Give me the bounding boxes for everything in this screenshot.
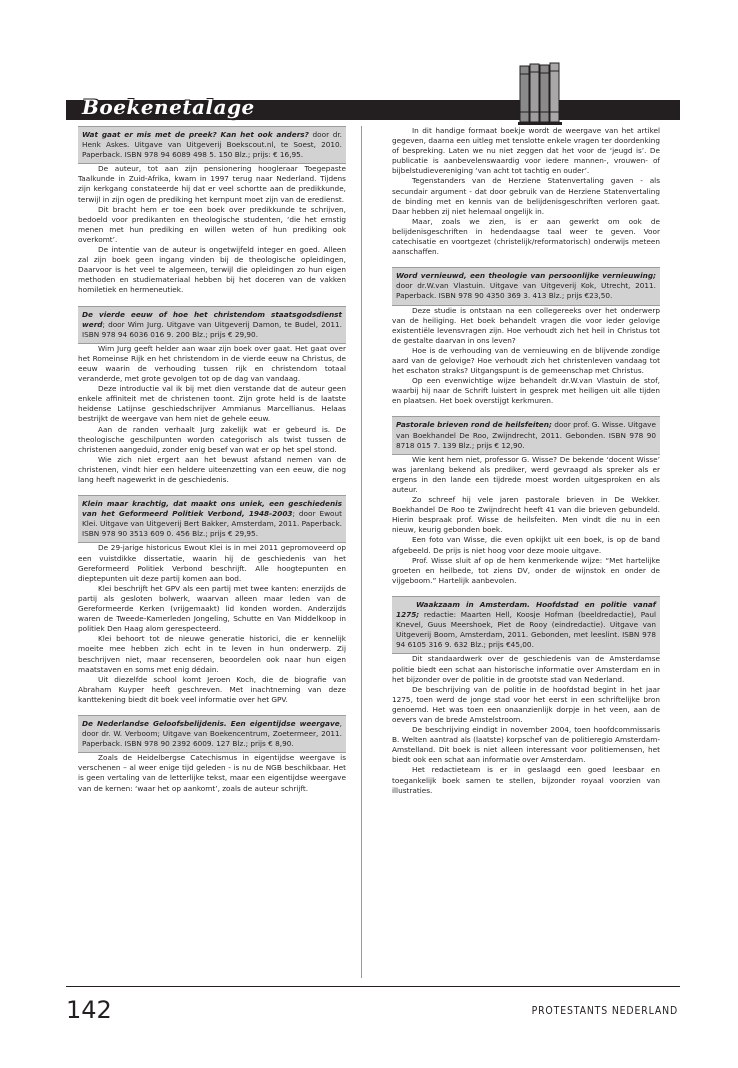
review-paragraph: Wie zich niet ergert aan het bewust afstand nemen van de christenen, vindt hier een heldere uiteenzetting van een eeuw, die nog lang heeft nagewerkt in de geschiedenis. xyxy=(78,454,346,484)
review-paragraph: Aan de randen verhaalt Jurg zakelijk wat er gebeurd is. De theologische geschilpunten worden categorisch als twist tussen de christenen aangeduid, zonder enig besef van wat er op het spel stond. xyxy=(78,424,346,454)
review-meta: door dr. Henk Askes. Uitgave van Uitgeverij Boekscout.nl, te Soest, 2010. Paperback. ISBN 978 94 6089 498 5. 150 Blz.; prijs: € 16,95. xyxy=(82,130,342,160)
review-paragraph: Dit bracht hem er toe een boek over predikkunde te schrijven, bedoeld voor predikanten en theologische studenten, ‘die het ernstig menen met hun prediking en willen weten of hun prediking ook overkomt’. xyxy=(78,204,346,244)
left-column xyxy=(78,126,346,794)
review-paragraph: Prof. Wisse sluit af op de hem kenmerkende wijze: “Met hartelijke groeten en heilbede, tot ziens DV, onder de wijnstok en onder de vijgeboom.” Hartelijk aanbevolen. xyxy=(392,555,660,585)
review-meta: door prof. G. Wisse. Uitgave van Boekhandel De Roo, Zwijndrecht, 2011. Gebonden. ISBN 978 90 8718 015 7. 139 Blz.; prijs € 12,90. xyxy=(396,420,656,450)
review-paragraph: Dit standaardwerk over de geschiedenis van de Amsterdamse politie biedt een schat aan historische informatie over Amsterdam en in het bijzonder over de politie in de grootste stad van Nederland. xyxy=(392,654,660,684)
review-heading xyxy=(78,495,346,543)
review-heading xyxy=(392,596,660,654)
review-title: Klein maar krachtig, dat maakt ons uniek, een geschiedenis van het Geformeerd Politiek Verbond, 1948-2003 xyxy=(82,499,342,519)
review-title: Waakzaam in Amsterdam. Hoofdstad en politie vanaf 1275; xyxy=(396,599,656,620)
review-paragraph: Wie kent hem niet, professor G. Wisse? De bekende ‘docent Wisse’ was jarenlang bekend als prediker, werd gevraagd als spreker als er ergens in den lande een tijdrede moest worden uitgesproken en als auteur. xyxy=(392,454,660,494)
review-paragraph: Uit diezelfde school komt Jeroen Koch, die de biografie van Abraham Kuyper heeft geschreven. Met inachtneming van deze kanttekening biedt dit boek veel informatie over het GPV. xyxy=(78,674,346,704)
review-paragraph: Wim Jurg geeft helder aan waar zijn boek over gaat. Het gaat over het Romeinse Rijk en het christendom in de vierde eeuw na Christus, de eeuw waarin de verhouding tussen rijk en christendom totaal veranderde, met grote gevolgen tot op de dag van vandaag. xyxy=(78,343,346,384)
review-heading xyxy=(78,306,346,344)
review-meta: ; door Ewout Klei. Uitgave van Uitgeverij Bert Bakker, Amsterdam, 2011. Paperback. ISBN 978 90 3513 609 0. 456 Blz.; prijs € 29,95. xyxy=(82,509,343,539)
review-title: De vierde eeuw of hoe het christendom staatsgodsdienst werd xyxy=(82,309,342,329)
review-paragraph: De 29-jarige historicus Ewout Klei is in mei 2011 gepromoveerd op een vuistdikke dissertatie, waarin hij de geschiedenis van het Gereformeerd Politiek Verbond beschrijft. Alle hoogtepunten en dieptepunten uit deze partij komen aan bod. xyxy=(78,543,346,583)
review-paragraph: Deze introductie val ik bij met dien verstande dat de auteur geen enkele affiniteit met de christenen toont. Zijn grote held is de laatste heidense Latijnse geschiedschrijver Ammianus Marcellianus. Helaas bestrijkt de weergave van hem niet de gehele eeuw. xyxy=(78,384,346,424)
review-paragraph: Op een evenwichtige wijze behandelt dr.W.van Vlastuin de stof, waarbij hij naar de Schrift luistert in gesprek met heiligen uit alle tijden en plaatsen. Het boek overstijgt kerkmuren. xyxy=(392,376,660,406)
review-paragraph: Tegenstanders van de Herziene Statenvertaling gaven - als secundair argument - dat door gebruik van de Herziene Statenvertaling de binding met en kennis van de belijdenisgeschriften verloren gaat. Daar hebben zij niet helemaal ongelijk in. xyxy=(392,176,660,216)
review-paragraph: Hoe is de verhouding van de vernieuwing en de blijvende zondige aard van de gelovige? Hoe verhoudt zich het christenleven vandaag tot het eschaton straks? Uitgangspunt is de gemeenschap met Christus. xyxy=(392,345,660,376)
review-paragraph: Zo schreef hij vele jaren pastorale brieven in De Wekker. Boekhandel De Roo te Zwijndrecht heeft 41 van die brieven gebundeld. Hierin bespraak prof. Wisse de heilsfeiten. Men vindt die nu in een nieuw, keurig gebonden boek. xyxy=(392,495,660,535)
review-paragraph: In dit handige formaat boekje wordt de weergave van het artikel gegeven, daarna een uitleg met tenslotte enkele vragen ter doordenking of bespreking. Laten we nu niet zeggen dat het voor de ‘jeugd is’. De publicatie is aanbevelenswaardig voor iedere mannen-, vrouwen- of bijbelstudievereniging ‘van acht tot tachtig en ouder’. xyxy=(392,126,660,176)
review-paragraph: Het redactieteam is er in geslaagd een goed leesbaar en toegankelijk boek samen te stellen, bijzonder royaal voorzien van illustraties. xyxy=(392,765,660,795)
review-paragraph: Zoals de Heidelbergse Catechismus in eigentijdse weergave is verschenen – al weer enige tijd geleden - is nu de NGB beschikbaar. Het is geen vertaling van de letterlijke tekst, maar een eigentijdse weergave van de kernen: ‘waar het op aankomt’, zoals de auteur schrijft. xyxy=(78,753,346,793)
review-meta: , door dr. W. Verboom; Uitgave van Boekencentrum, Zoetermeer, 2011. Paperback. ISBN 978 90 2392 6009. 127 Blz.; prijs € 8,90. xyxy=(82,718,342,749)
review-title: Pastorale brieven rond de heilsfeiten; xyxy=(396,420,552,430)
review-paragraph: Maar, zoals we zien, is er aan gewerkt om ook de belijdenisgeschriften in hedendaagse taal weer te geven. Voor catechisatie en voortgezet (christelijk/reformatorisch) onderwijs meteen aanschaffen. xyxy=(392,216,660,257)
review-meta: door dr.W.van Vlastuin. Uitgave van Uitgeverij Kok, Utrecht, 2011. Paperback. ISBN 978 90 4350 369 3. 413 Blz.; prijs €23,50. xyxy=(396,281,656,301)
review-meta: redactie: Maarten Hell, Koosje Hofman (beeldredactie), Paul Knevel, Guus Meershoek, Piet de Rooy (eindredactie). Uitgave van Uitgeverij Boom, Amsterdam, 2011. Gebonden, met leeslint. ISBN 978 94 6105 316 9. 632 Blz.; prijs €45,00. xyxy=(396,610,656,650)
page-number: 142 xyxy=(66,996,112,1024)
review-title: Wat gaat er mis met de preek? Kan het ook anders? xyxy=(82,130,309,139)
review-heading xyxy=(78,126,346,164)
magazine-name: PROTESTANTS NEDERLAND xyxy=(531,1004,678,1017)
review-paragraph: De beschrijving eindigt in november 2004, toen hoofdcommissaris B. Welten aantrad als (laatste) korpschef van de politieregio Amsterdam-Amstelland. Dit boek is niet alleen interessant voor politiemensen, het biedt ook een schat aan informatie over Amsterdam. xyxy=(392,725,660,765)
review-heading xyxy=(392,267,660,305)
column-divider xyxy=(361,126,362,978)
review-meta: ; door Wim Jurg. Uitgave van Uitgeverij Damon, te Budel, 2011. ISBN 978 94 6036 016 9. 200 Blz.; prijs € 29,90. xyxy=(82,319,342,339)
review-paragraph: De auteur, tot aan zijn pensionering hoogleraar Toegepaste Taalkunde in Zuid-Afrika, kwam in 1997 terug naar Nederland. Tijdens zijn kerkgang constateerde hij dat er veel schortte aan de predikkunde, terwijl in zijn ogen de prediking het kernpunt moet zijn van de eredienst. xyxy=(78,164,346,204)
footer-rule xyxy=(66,986,680,987)
review-paragraph: De beschrijving van de politie in de hoofdstad begint in het jaar 1275, toen werd de jonge stad voor het eerst in een schriftelijke bron genoemd. Het was toen een onaanzienlijk dorpje in het veen, aan de oevers van de brede Amstelstroom. xyxy=(392,684,660,724)
books-icon xyxy=(516,60,564,126)
review-paragraph: Klei beschrijft het GPV als een partij met twee kanten: enerzijds de partij als gesloten bolwerk, waarvan alleen maar leden van de Gereformeerde Kerken (vrijgemaakt) lid konden worden. Anderzijds waren de Tweede-Kamerleden Jongeling, Schutte en Van Middelkoop in politiek Den Haag alom gerespecteerd. xyxy=(78,583,346,634)
review-heading xyxy=(78,715,346,753)
review-heading xyxy=(392,416,660,454)
review-title: Word vernieuwd, een theologie van persoonlijke vernieuwing; xyxy=(396,271,656,281)
review-title: De Nederlandse Geloofsbelijdenis. Een eigentijdse weergave xyxy=(82,718,340,728)
section-title: Boekenetalage xyxy=(82,95,255,119)
right-column xyxy=(392,126,660,796)
review-paragraph: Deze studie is ontstaan na een collegereeks over het onderwerp van de heiliging. Het boek behandelt vragen die voor ieder gelovige existentiële levensvragen zijn. Hoe verhoudt zich het heil in Christus tot de gestalte daarvan in ons leven? xyxy=(392,305,660,345)
review-paragraph: Een foto van Wisse, die even opkijkt uit een boek, is op de band afgebeeld. De prijs is niet hoog voor deze mooie uitgave. xyxy=(392,535,660,555)
review-paragraph: De intentie van de auteur is ongetwijfeld integer en goed. Alleen zal zijn boek geen ingang vinden bij de theologische opleidingen, Daarvoor is het veel te algemeen, terwijl die opleidingen zo hun eigen methoden en studiemateriaal hebben bij het doceren van de vakken homiletiek en hermeneutiek. xyxy=(78,245,346,295)
review-paragraph: Klei behoort tot de nieuwe generatie historici, die er kennelijk moeite mee hebben zich echt in te leven in hun onderwerp. Zij beschrijven niet, maar recenseren, beoordelen ook naar hun eigen maatstaven en soms met enig dédain. xyxy=(78,634,346,674)
